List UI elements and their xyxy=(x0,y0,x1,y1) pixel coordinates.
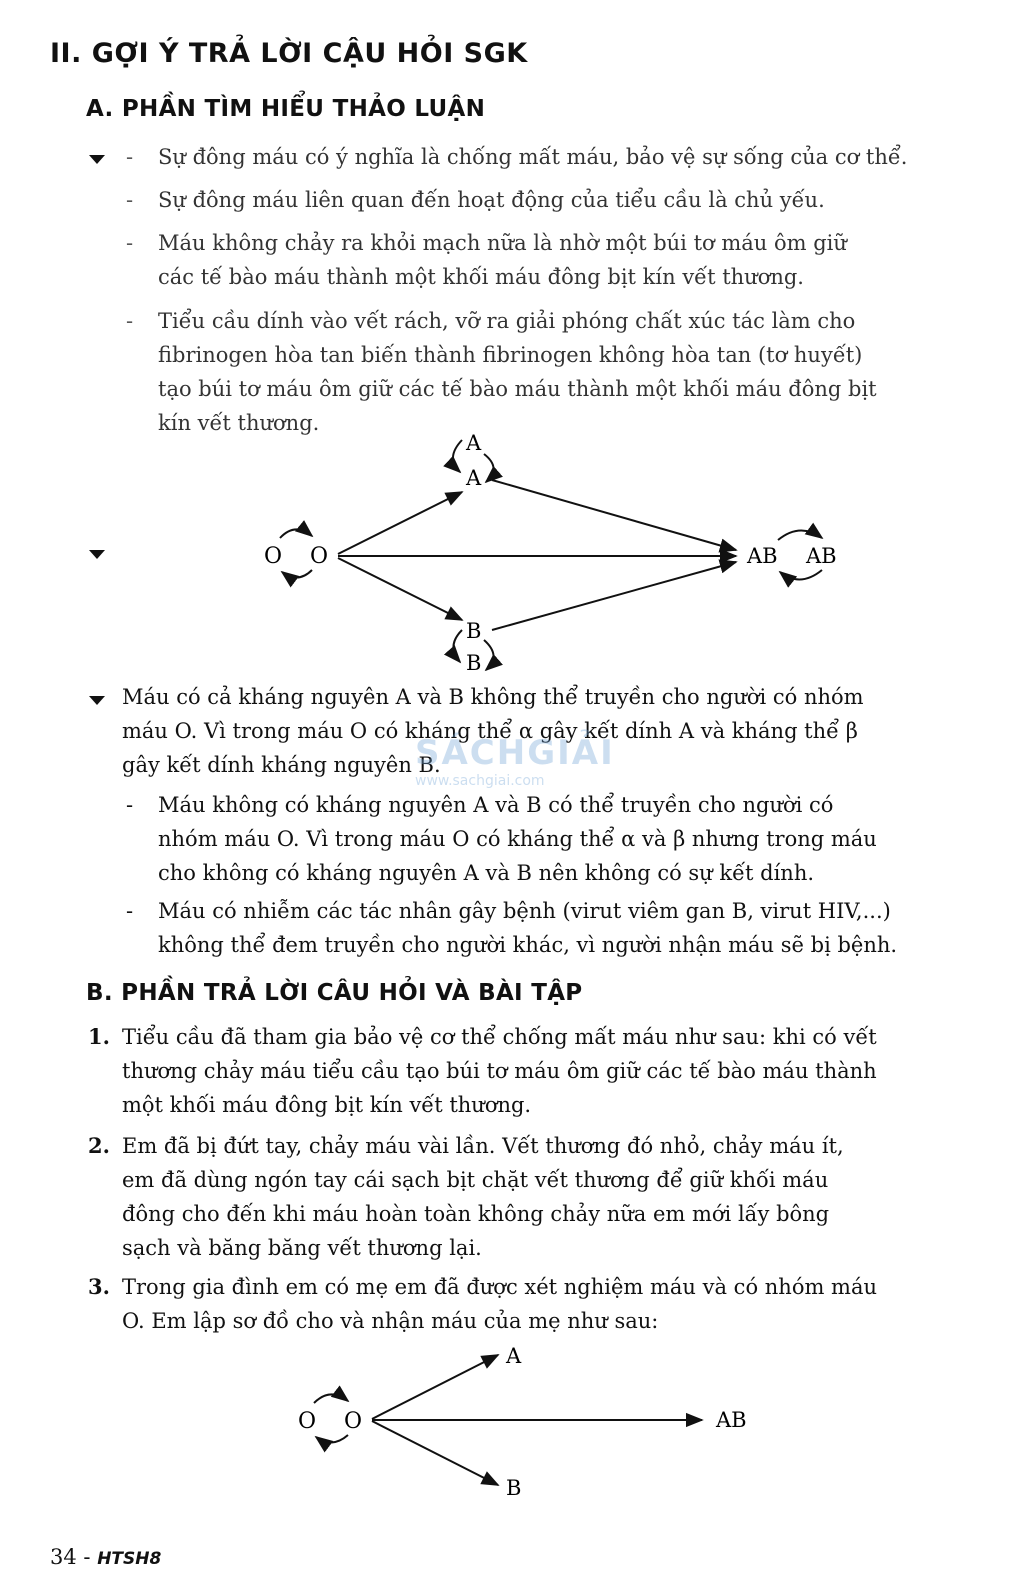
arrow-a-to-ab xyxy=(492,480,736,550)
self-arrow xyxy=(453,630,462,662)
item-number: 3. xyxy=(88,1274,110,1299)
watermark-brand: SÁCHGIẢI xyxy=(415,733,615,773)
section-b-title: B. PHẦN TRẢ LỜI CÂU HỎI VÀ BÀI TẬP xyxy=(86,980,583,1006)
dash-marker: - xyxy=(126,309,134,333)
item-number: 2. xyxy=(88,1133,110,1158)
dash-marker: - xyxy=(126,793,134,817)
o-left-label: O xyxy=(298,1409,317,1434)
ab-label: AB xyxy=(716,1408,747,1432)
text-line: Máu không có kháng nguyên A và B có thể truyền cho người có xyxy=(158,793,834,817)
self-arrow xyxy=(314,1394,348,1403)
answer-item xyxy=(122,1129,978,1265)
dash-marker: - xyxy=(126,145,134,169)
o-right-label: O xyxy=(344,1409,363,1434)
list-item xyxy=(158,226,978,294)
text-line: Trong gia đình em có mẹ em đã được xét nghiệm máu và có nhóm máu xyxy=(122,1275,878,1299)
book-code: HTSH8 xyxy=(97,1549,162,1569)
answer-item xyxy=(122,1270,978,1338)
dash-marker: - xyxy=(126,899,134,923)
text-line: các tế bào máu thành một khối máu đông bịt kín vết thương. xyxy=(158,265,804,289)
text-line: kín vết thương. xyxy=(158,411,320,435)
item-number: 1. xyxy=(88,1024,110,1049)
dash-marker: - xyxy=(126,231,134,255)
answer-item xyxy=(122,1020,978,1122)
text-line: đông cho đến khi máu hoàn toàn không chảy nữa em mới lấy bông xyxy=(122,1202,830,1226)
arrow-o-to-b xyxy=(372,1421,498,1485)
text-line: fibrinogen hòa tan biến thành fibrinogen không hòa tan (tơ huyết) xyxy=(158,343,863,367)
page-footer xyxy=(50,1545,161,1569)
self-arrow xyxy=(316,1435,348,1443)
o-left-label: O xyxy=(264,544,283,569)
list-item xyxy=(158,894,978,962)
text-line: thương chảy máu tiểu cầu tạo búi tơ máu ôm giữ các tế bào máu thành xyxy=(122,1059,877,1083)
mother-blood-diagram xyxy=(290,1335,790,1515)
b-bottom-label: B xyxy=(466,651,482,675)
b-top-label: B xyxy=(466,619,482,643)
self-arrow xyxy=(484,640,494,670)
bullet-arrow-icon xyxy=(89,696,105,705)
arrow-b-to-ab xyxy=(492,562,736,630)
text-line: nhóm máu O. Vì trong máu O có kháng thể α và β nhưng trong máu xyxy=(158,827,877,851)
text-line: Máu có nhiễm các tác nhân gây bệnh (virut viêm gan B, virut HIV,...) xyxy=(158,899,891,923)
watermark-logo xyxy=(415,733,615,823)
arrow-o-to-b xyxy=(338,558,462,620)
list-item xyxy=(158,304,978,440)
text-line: máu O. Vì trong máu O có kháng thể α gây kết dính A và kháng thể β xyxy=(122,719,858,743)
text-line: sạch và băng băng vết thương lại. xyxy=(122,1236,482,1260)
main-heading: II. GỢI Ý TRẢ LỜI CẬU HỎI SGK xyxy=(50,38,528,69)
self-arrow xyxy=(282,570,312,578)
b-label: B xyxy=(506,1476,522,1500)
blood-transfusion-diagram xyxy=(240,430,880,680)
bullet-arrow-icon xyxy=(89,155,105,164)
self-arrow xyxy=(778,530,822,540)
text-line: một khối máu đông bịt kín vết thương. xyxy=(122,1093,532,1117)
self-arrow xyxy=(280,529,312,538)
text-line: Tiểu cầu dính vào vết rách, vỡ ra giải phóng chất xúc tác làm cho xyxy=(158,309,856,333)
list-item: Sự đông máu liên quan đến hoạt động của tiểu cầu là chủ yếu. xyxy=(158,188,825,212)
page-number: 34 - xyxy=(50,1545,91,1569)
ab-left-label: AB xyxy=(747,544,778,568)
text-line: em đã dùng ngón tay cái sạch bịt chặt vết thương để giữ khối máu xyxy=(122,1168,829,1192)
text-line: Em đã bị đứt tay, chảy máu vài lần. Vết thương đó nhỏ, chảy máu ít, xyxy=(122,1134,844,1158)
text-line: Tiểu cầu đã tham gia bảo vệ cơ thể chống mất máu như sau: khi có vết xyxy=(122,1025,877,1049)
o-right-label: O xyxy=(310,544,329,569)
text-line: không thể đem truyền cho người khác, vì người nhận máu sẽ bị bệnh. xyxy=(158,933,898,957)
ab-right-label: AB xyxy=(806,544,837,568)
text-line: Máu có cả kháng nguyên A và B không thể truyền cho người có nhóm xyxy=(122,685,864,709)
a-top-label: A xyxy=(466,431,482,455)
list-item: Sự đông máu có ý nghĩa là chống mất máu, bảo vệ sự sống của cơ thể. xyxy=(158,145,908,169)
bullet-arrow-icon xyxy=(89,550,105,559)
arrow-o-to-a xyxy=(338,492,462,554)
arrow-o-to-a xyxy=(372,1355,498,1419)
a-bottom-label: A xyxy=(466,466,482,490)
self-arrow xyxy=(453,440,462,472)
dash-marker: - xyxy=(126,188,134,212)
text-line: gây kết dính kháng nguyên B. xyxy=(122,753,441,777)
text-line: O. Em lập sơ đồ cho và nhận máu của mẹ như sau: xyxy=(122,1309,659,1333)
section-a-title: A. PHẦN TÌM HIỂU THẢO LUẬN xyxy=(86,96,486,122)
a-label: A xyxy=(506,1344,522,1368)
self-arrow xyxy=(484,454,494,482)
text-line: Máu không chảy ra khỏi mạch nữa là nhờ một búi tơ máu ôm giữ xyxy=(158,231,847,255)
self-arrow xyxy=(780,570,822,580)
text-line: tạo búi tơ máu ôm giữ các tế bào máu thành một khối máu đông bịt xyxy=(158,377,877,401)
text-line: cho không có kháng nguyên A và B nên không có sự kết dính. xyxy=(158,861,815,885)
watermark-url: www.sachgiai.com xyxy=(415,773,545,789)
